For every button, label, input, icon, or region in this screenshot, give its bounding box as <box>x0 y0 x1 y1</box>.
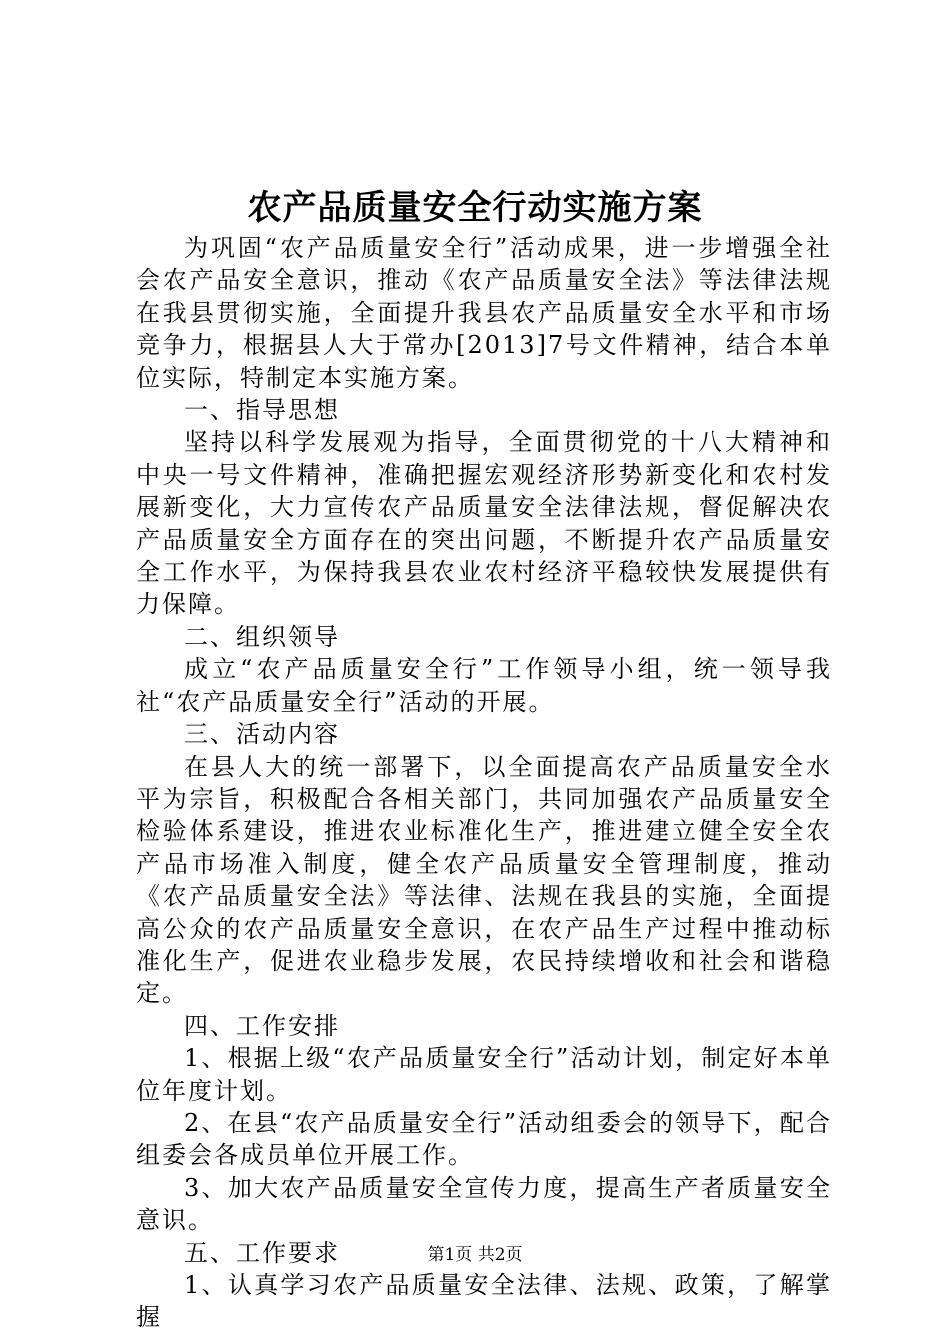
work-arrangement-item-1: 1、根据上级“农产品质量安全行”活动计划，制定好本单位年度计划。 <box>136 1044 832 1105</box>
page-number-footer: 第1页 共2页 <box>427 1245 523 1265</box>
section-heading-work-requirements: 五、工作要求 <box>184 1238 340 1267</box>
section-heading-guiding-thought: 一、指导思想 <box>184 396 340 425</box>
document-title: 农产品质量安全行动实施方案 <box>247 188 703 228</box>
organization-paragraph: 成立“农产品质量安全行”工作领导小组，统一领导我社“农产品质量安全行”活动的开展。 <box>136 655 832 716</box>
work-arrangement-item-2: 2、在县“农产品质量安全行”活动组委会的领导下，配合组委会各成员单位开展工作。 <box>136 1108 832 1170</box>
intro-paragraph: 为巩固“农产品质量安全行”活动成果，进一步增强全社会农产品安全意识，推动《农产品质量安全法》等法律法规在我县贯彻实施，全面提升我县农产品质量安全水平和市场竞争力，根据县人大于常办[2013]7号文件精神，结合本单位实际，特制定本实施方案。 <box>136 234 832 392</box>
work-arrangement-item-3: 3、加大农产品质量安全宣传力度，提高生产者质量安全意识。 <box>136 1173 832 1235</box>
guiding-thought-paragraph: 坚持以科学发展观为指导，全面贯彻党的十八大精神和中央一号文件精神，准确把握宏观经济形势新变化和农村发展新变化，大力宣传农产品质量安全法律法规，督促解决农产品质量安全方面存在的突出问题，不断提升农产品质量安全工作水平，为保持我县农业农村经济平稳较快发展提供有力保障。 <box>136 428 832 619</box>
section-heading-activity-content: 三、活动内容 <box>184 720 340 749</box>
activity-content-paragraph: 在县人大的统一部署下，以全面提高农产品质量安全水平为宗旨，积极配合各相关部门，共同加强农产品质量安全检验体系建设，推进农业标准化生产，推进建立健全安全农产品市场准入制度，健全农产品质量安全管理制度，推动《农产品质量安全法》等法律、法规在我县的实施，全面提高公众的农产品质量安全意识，在农产品生产过程中推动标准化生产，促进农业稳步发展，农民持续增收和社会和谐稳定。 <box>136 752 832 1008</box>
section-heading-work-arrangement: 四、工作安排 <box>184 1011 340 1040</box>
work-requirements-item-1: 1、认真学习农产品质量安全法律、法规、政策，了解掌握 <box>136 1271 832 1332</box>
section-heading-organization: 二、组织领导 <box>184 622 340 651</box>
document-body <box>136 232 832 1334</box>
